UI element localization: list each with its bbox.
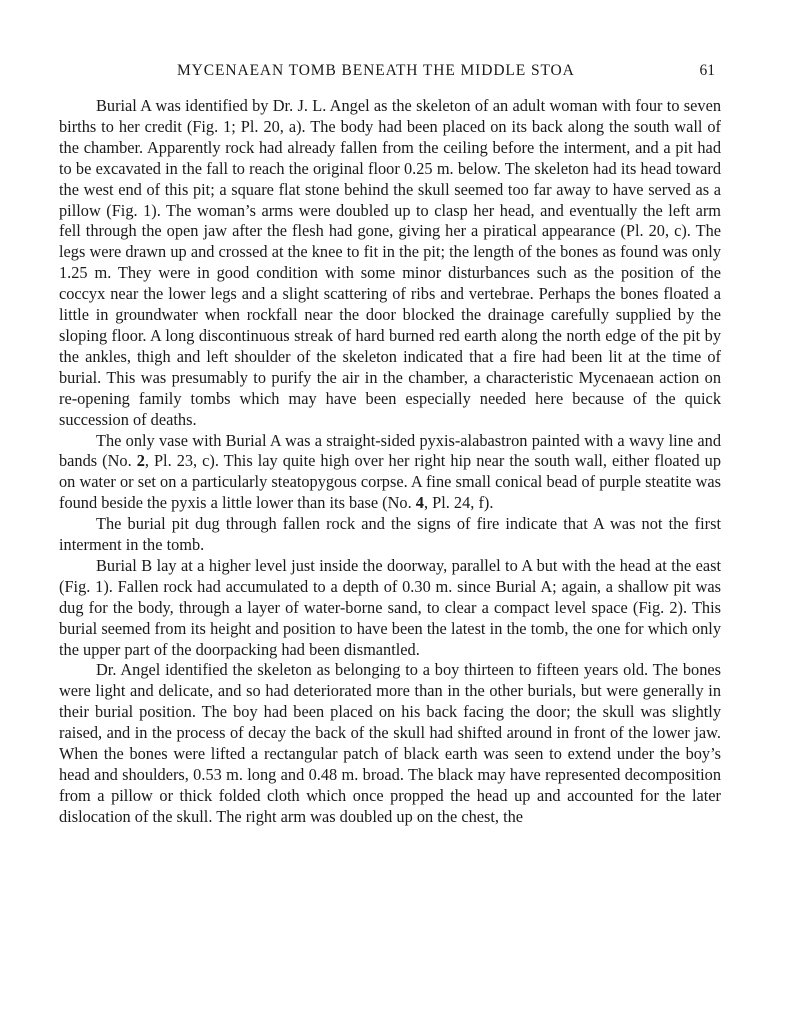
page-header xyxy=(59,58,721,86)
paragraph-burial-a: Burial A was identified by Dr. J. L. Angel as the skeleton of an adult woman with four to seven births to her credit (Fig. 1; Pl. 20, a). The body had been placed on its back along the south wall of the chamber. Apparently rock had already fallen from the ceiling before the interment, and a pit had to be excavated in the fall to reach the original floor 0.25 m. below. The skeleton had its head toward the west end of this pit; a square flat stone behind the skull seemed too far away to have served as a pillow (Fig. 1). The woman’s arms were doubled up to clasp her head, and eventually the left arm fell through the open jaw after the flesh had gone, giving her a piratical appearance (Pl. 20, c). The legs were drawn up and crossed at the knee to fit in the pit; the length of the bones as found was only 1.25 m. They were in good condition with some minor disturbances such as the position of the coccyx near the lower legs and a slight scattering of ribs and vertebrae. Perhaps the bones floated a little in groundwater when rockfall near the door blocked the drainage carefully supplied by the sloping floor. A long discontinuous streak of hard burned red earth along the north edge of the pit by the ankles, thigh and left shoulder of the skeleton indicated that a fire had been lit at the time of burial. This was presumably to purify the air in the chamber, a characteristic Mycenaean action on re-opening family tombs which may have been especially needed here because of the quick succession of deaths. xyxy=(59,96,721,429)
paragraph-pyxis-vase: The only vase with Burial A was a straight-sided pyxis-alabastron painted with a wavy line and bands (No. 2, Pl. 23, c). This lay quite high over her right hip near the south wall, either floated up on water or set on a particularly steatopygous corpse. A fine small conical bead of purple steatite was found beside the pyxis a little lower than its base (No. 4, Pl. 24, f). xyxy=(59,430,721,513)
paragraph-burial-b: Burial B lay at a higher level just inside the doorway, parallel to A but with the head at the east (Fig. 1). Fallen rock had accumulated to a depth of 0.30 m. since Burial A; again, a shallow pit was dug for the body, through a layer of water-borne sand, to clear a compact level space (Fig. 2). This burial seemed from its height and position to have been the latest in the tomb, the one for which only the upper part of the doorpacking had been dismantled. xyxy=(59,555,721,659)
paragraph-burial-pit: The burial pit dug through fallen rock and the signs of fire indicate that A was not the first interment in the tomb. xyxy=(59,514,721,555)
page-number: 61 xyxy=(699,62,715,79)
running-title: MYCENAEAN TOMB BENEATH THE MIDDLE STOA xyxy=(177,62,575,79)
paragraph-angel-identification: Dr. Angel identified the skeleton as belonging to a boy thirteen to fifteen years old. The bones were light and delicate, and so had deteriorated more than in the other burials, but were generally in their burial position. The boy had been placed on his back facing the door; the skull was slightly raised, and in the process of decay the back of the skull had shifted around in front of the lower jaw. When the bones were lifted a rectangular patch of black earth was seen to extend under the boy’s head and shoulders, 0.53 m. long and 0.48 m. broad. The black may have represented decomposition from a pillow or thick folded cloth which once propped the head up and accounted for the later dislocation of the skull. The right arm was doubled up on the chest, the xyxy=(59,660,721,826)
document-page xyxy=(59,58,721,828)
body-text xyxy=(59,96,721,828)
